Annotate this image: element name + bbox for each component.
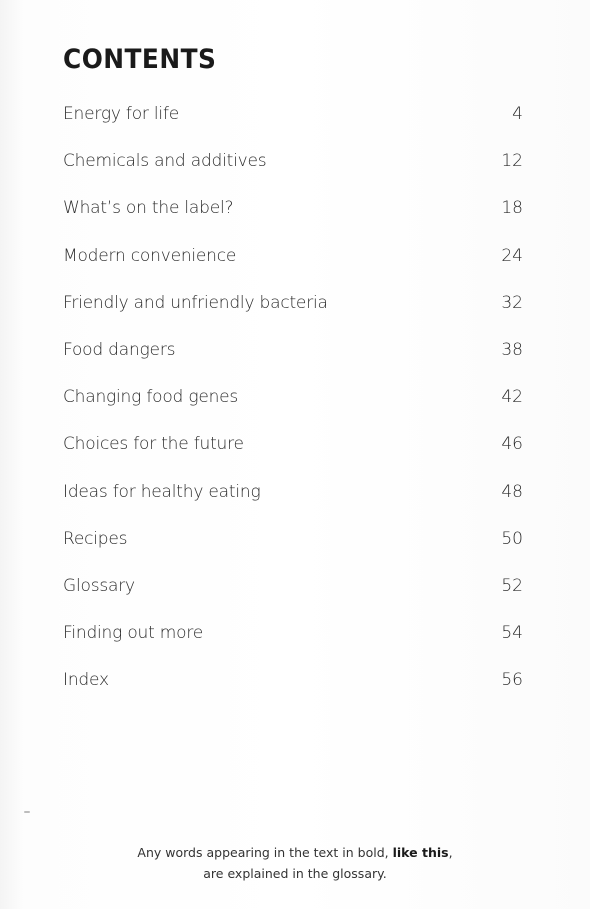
toc-entry xyxy=(63,619,523,666)
toc-entry-page: 56 xyxy=(501,670,523,691)
glossary-note-text: Any words appearing in the text in bold, xyxy=(137,845,393,860)
toc-entry-title: Glossary xyxy=(63,575,135,596)
table-of-contents xyxy=(63,100,523,713)
toc-entry-title: Friendly and unfriendly bacteria xyxy=(63,292,328,313)
toc-entry-title: Chemicals and additives xyxy=(63,151,267,172)
toc-entry-title: Energy for life xyxy=(63,104,180,124)
toc-entry xyxy=(63,383,523,430)
toc-entry-page: 54 xyxy=(501,623,523,644)
glossary-note-line2: are explained in the glossary. xyxy=(203,866,387,881)
toc-entry-title: Modern convenience xyxy=(63,245,237,266)
glossary-note-bold-example: like this xyxy=(392,845,449,860)
toc-entry xyxy=(63,100,523,147)
toc-entry-page: 50 xyxy=(501,528,523,549)
glossary-note-comma: , xyxy=(448,845,453,860)
toc-entry xyxy=(63,430,523,477)
toc-entry xyxy=(63,336,523,383)
glossary-note xyxy=(0,842,590,884)
toc-entry-page: 38 xyxy=(501,339,523,360)
toc-entry-title: Index xyxy=(63,670,109,691)
toc-entry xyxy=(63,525,523,572)
toc-entry-page: 52 xyxy=(501,575,523,596)
toc-entry-page: 32 xyxy=(501,292,523,313)
toc-entry-title: Choices for the future xyxy=(63,434,244,455)
toc-entry-page: 18 xyxy=(501,198,523,219)
toc-entry xyxy=(63,289,523,336)
toc-entry xyxy=(63,478,523,525)
toc-entry-page: 42 xyxy=(501,387,523,408)
toc-entry-page: 12 xyxy=(501,151,523,172)
toc-entry-title: Ideas for healthy eating xyxy=(63,481,261,502)
toc-entry xyxy=(63,572,523,619)
toc-entry xyxy=(63,194,523,241)
toc-entry-page: 48 xyxy=(501,481,523,502)
toc-entry-title: What’s on the label? xyxy=(63,198,234,219)
toc-entry-page: 4 xyxy=(512,104,523,124)
toc-entry xyxy=(63,666,523,713)
toc-entry-title: Recipes xyxy=(63,528,128,549)
toc-entry-title: Food dangers xyxy=(63,339,176,360)
toc-entry-page: 46 xyxy=(501,434,523,455)
toc-entry xyxy=(63,147,523,194)
toc-entry xyxy=(63,242,523,289)
paper-speck xyxy=(24,811,30,813)
toc-entry-page: 24 xyxy=(501,245,523,266)
toc-entry-title: Finding out more xyxy=(63,623,204,644)
toc-entry-title: Changing food genes xyxy=(63,387,239,408)
page-title: CONTENTS xyxy=(63,44,217,75)
